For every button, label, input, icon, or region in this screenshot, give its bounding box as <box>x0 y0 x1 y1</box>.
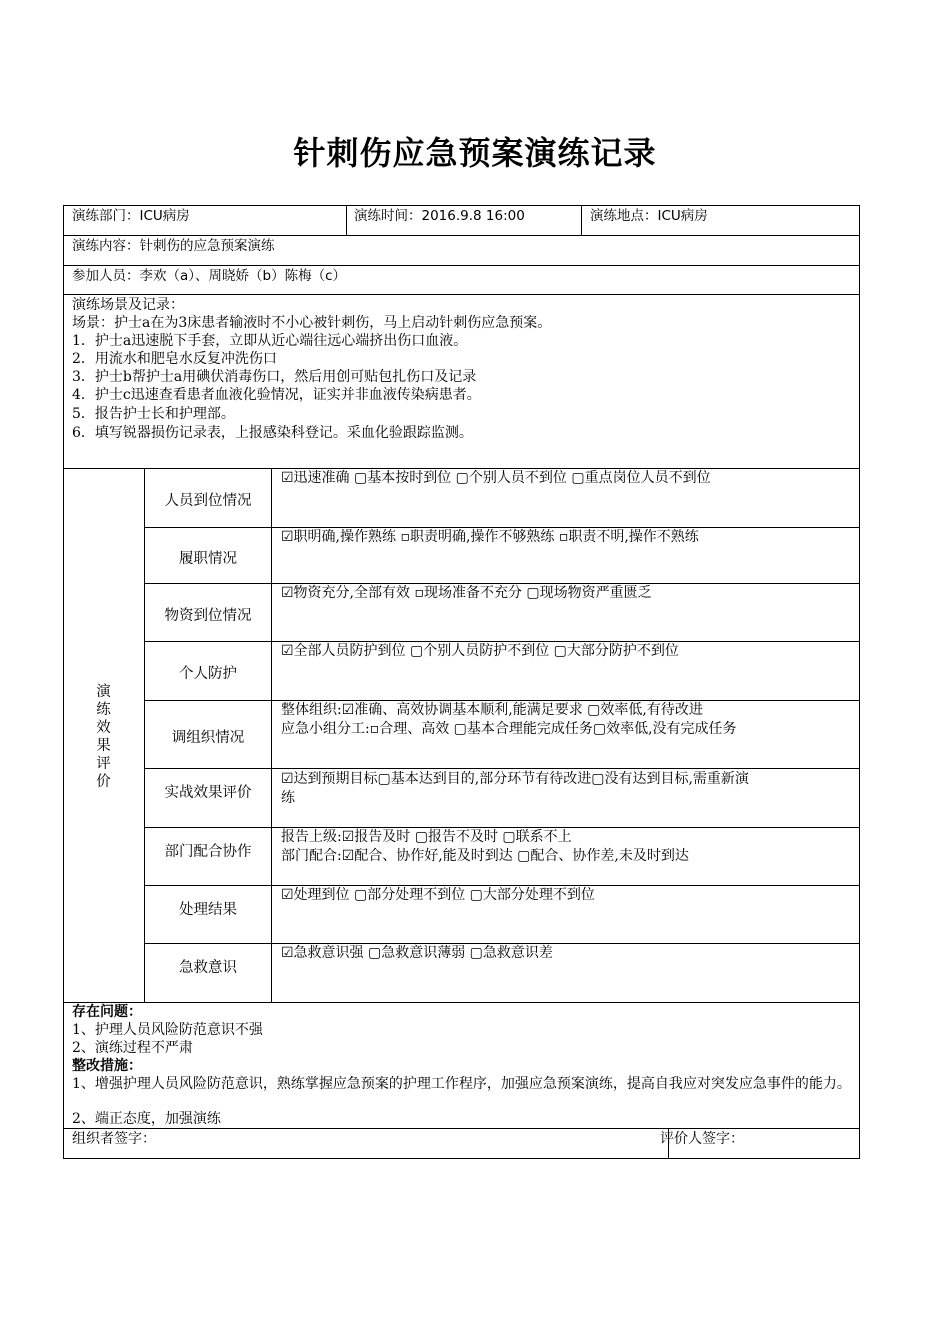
eval-options: 整体组织:☑准确、高效协调基本顺利,能满足要求 ▢效率低,有待改进 <box>281 702 703 718</box>
eval-options: 部门配合:☑配合、协作好,能及时到达 ▢配合、协作差,未及时到达 <box>281 848 689 864</box>
evaluator-signature: 评价人签字： <box>660 1131 744 1147</box>
col-divider <box>346 205 347 235</box>
measure-item: 1、增强护理人员风险防范意识，熟练掌握应急预案的护理工作程序，加强应急预案演练，提高自我应对突发应急事件的能力。 <box>72 1076 851 1092</box>
content-field: 演练内容：针刺伤的应急预案演练 <box>72 238 275 254</box>
eval-label: 部门配合协作 <box>164 844 252 860</box>
scenario-line: 场景：护士a在为3床患者输液时不小心被针刺伤，马上启动针刺伤应急预案。 <box>72 315 552 331</box>
scenario-line: 5．报告护士长和护理部。 <box>72 406 235 422</box>
eval-label: 急救意识 <box>179 960 237 976</box>
row-divider <box>63 235 860 236</box>
eval-label: 个人防护 <box>179 666 237 682</box>
scenario-line: 3．护士b帮护士a用碘伏消毒伤口，然后用创可贴包扎伤口及记录 <box>72 369 477 385</box>
row-divider <box>63 294 860 295</box>
eval-label: 实战效果评价 <box>164 785 252 801</box>
eval-label: 物资到位情况 <box>164 608 252 624</box>
label-char: 价 <box>96 774 111 790</box>
eval-options: 练 <box>281 790 295 806</box>
eval-options: ☑迅速准确 ▢基本按时到位 ▢个别人员不到位 ▢重点岗位人员不到位 <box>281 470 711 486</box>
eval-label: 人员到位情况 <box>164 493 252 509</box>
department-field: 演练部门：ICU病房 <box>72 208 190 224</box>
eval-options: ☑急救意识强 ▢急救意识薄弱 ▢急救意识差 <box>281 945 553 961</box>
time-field: 演练时间：2016.9.8 16:00 <box>354 208 525 224</box>
measure-item: 2、端正态度，加强演练 <box>72 1111 221 1127</box>
problems-heading: 存在问题： <box>72 1004 142 1020</box>
scenario-line: 1．护士a迅速脱下手套，立即从近心端往远心端挤出伤口血液。 <box>72 333 468 349</box>
eval-label: 履职情况 <box>179 551 237 567</box>
problem-item: 1、护理人员风险防范意识不强 <box>72 1022 263 1038</box>
participants-field: 参加人员：李欢（a）、周晓娇（b）陈梅（c） <box>72 268 347 284</box>
col-divider <box>581 205 582 235</box>
label-char: 果 <box>96 738 111 754</box>
eval-options: ☑职明确,操作熟练 ▫职责明确,操作不够熟练 ▫职责不明,操作不熟练 <box>281 529 699 545</box>
row-divider <box>63 265 860 266</box>
label-char: 效 <box>96 720 111 736</box>
location-field: 演练地点：ICU病房 <box>590 208 708 224</box>
scenario-heading: 演练场景及记录： <box>72 297 184 313</box>
problem-item: 2、演练过程不严肃 <box>72 1040 193 1056</box>
evaluation-section-label <box>63 683 144 791</box>
page-title: 针刺伤应急预案演练记录 <box>293 134 657 172</box>
eval-label: 处理结果 <box>179 902 237 918</box>
eval-label: 调组织情况 <box>171 730 245 746</box>
scenario-line: 6．填写锐器损伤记录表，上报感染科登记。采血化验跟踪监测。 <box>72 425 473 441</box>
eval-options: ☑处理到位 ▢部分处理不到位 ▢大部分处理不到位 <box>281 887 595 903</box>
label-char: 评 <box>96 756 111 772</box>
eval-options: ☑全部人员防护到位 ▢个别人员防护不到位 ▢大部分防护不到位 <box>281 643 679 659</box>
label-char: 练 <box>96 702 111 718</box>
organizer-signature: 组织者签字： <box>72 1131 156 1147</box>
measures-heading: 整改措施： <box>72 1058 142 1074</box>
row-divider <box>63 1002 860 1003</box>
scenario-line: 4．护士c迅速查看患者血液化验情况，证实并非血液传染病患者。 <box>72 387 481 403</box>
eval-options: 报告上级:☑报告及时 ▢报告不及时 ▢联系不上 <box>281 829 572 845</box>
eval-options: ☑达到预期目标▢基本达到目的,部分环节有待改进▢没有达到目标,需重新演 <box>281 771 749 787</box>
eval-options: 应急小组分工:▫合理、高效 ▢基本合理能完成任务▢效率低,没有完成任务 <box>281 721 737 737</box>
row-divider <box>144 768 860 769</box>
eval-options: ☑物资充分,全部有效 ▫现场准备不充分 ▢现场物资严重匮乏 <box>281 585 652 601</box>
scenario-line: 2．用流水和肥皂水反复冲洗伤口 <box>72 351 277 367</box>
label-char: 演 <box>96 684 111 700</box>
